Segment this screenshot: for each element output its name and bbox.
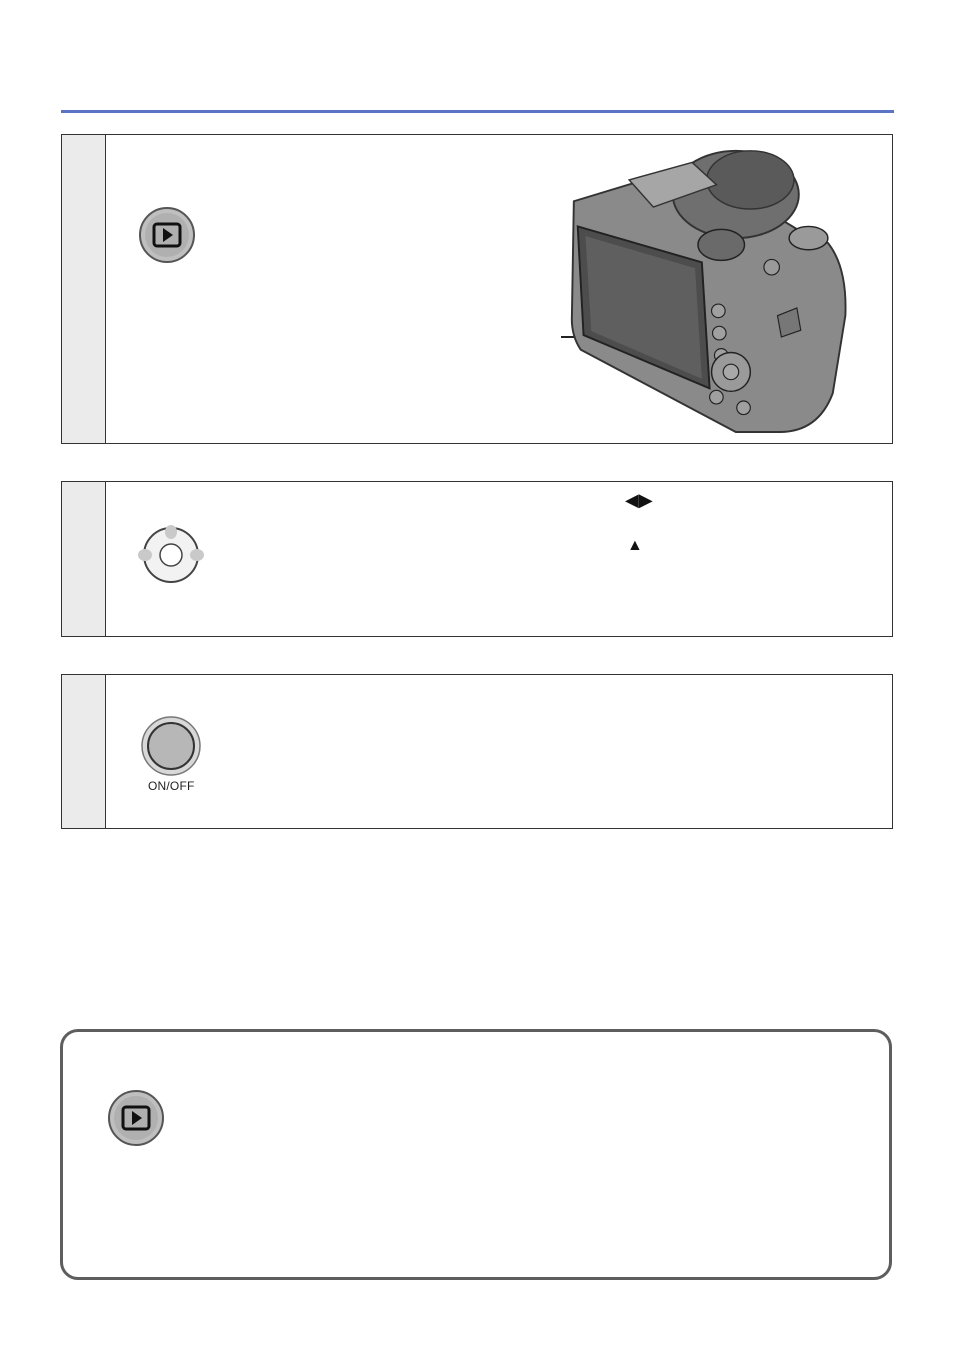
camera-illustration	[537, 139, 857, 439]
note-box	[60, 1029, 892, 1280]
power-button-label: ON/OFF	[148, 779, 195, 793]
playback-button-icon[interactable]	[137, 205, 197, 265]
header-rule	[61, 110, 894, 113]
step-box-power	[61, 674, 893, 829]
step-box-playback	[61, 134, 893, 444]
step-tab	[62, 482, 106, 636]
step-tab	[62, 675, 106, 828]
step-tab	[62, 135, 106, 443]
playback-button-icon	[106, 1088, 166, 1148]
dpad-icon[interactable]	[138, 524, 204, 584]
left-right-arrows-symbol: ◀▶	[625, 490, 653, 510]
step-box-cursor	[61, 481, 893, 637]
power-button-icon[interactable]	[140, 715, 202, 777]
up-arrow-symbol: ▲	[627, 537, 643, 554]
